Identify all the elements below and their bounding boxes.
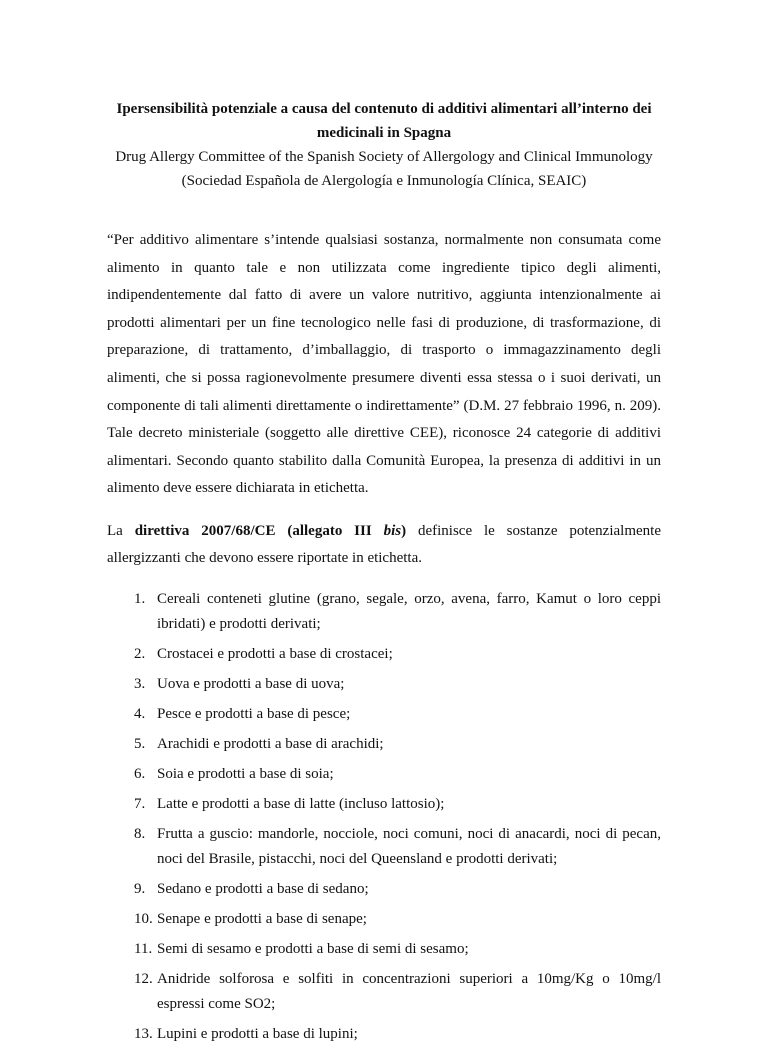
list-item-text: Arachidi e prodotti a base di arachidi; — [157, 735, 384, 752]
list-item — [134, 1022, 661, 1047]
list-item-text: Semi di sesamo e prodotti a base di semi di sesamo; — [157, 940, 469, 957]
directive-name: direttiva 2007/68/CE (allegato III bis) — [134, 522, 407, 539]
list-item-text: Uova e prodotti a base di uova; — [157, 676, 345, 693]
directive-paragraph — [107, 518, 661, 572]
list-item-number: 9. — [134, 881, 146, 897]
list-item-text: Sedano e prodotti a base di sedano; — [157, 881, 369, 897]
list-item-text: Senape e prodotti a base di senape; — [157, 910, 367, 927]
directive-name-italic: bis — [383, 522, 402, 539]
list-item — [134, 732, 661, 757]
allergen-list — [107, 587, 661, 1047]
list-item-text: Latte e prodotti a base di latte (incluso lattosio); — [157, 795, 445, 812]
list-item — [134, 702, 661, 727]
directive-prefix: La — [107, 522, 135, 539]
list-item-number: 3. — [134, 676, 146, 693]
list-item — [134, 967, 661, 1018]
title-line-1: Ipersensibilità potenziale a causa del contenuto di additivi alimentari all’interno dei — [116, 101, 652, 117]
list-item-number: 12. — [134, 970, 153, 987]
definition-paragraph: “Per additivo alimentare s’intende qualsiasi sostanza, normalmente non consumata come alimento in quanto tale e non utilizzata come ingrediente tipico degli alimenti, indipendentemente dal fatto di avere un valore nutritivo, aggiunta intenzionalmente ai prodotti alimentari per un fine tecnologico nelle fasi di produzione, di trasformazione, di preparazione, di trattamento, d’imballaggio, di trasporto o immagazzinamento degli alimenti, che si possa ragionevolmente presumere diventi essa stessa o i suoi derivati, un componente di tali alimenti direttamente o indirettamente” (D.M. 27 febbraio 1996, n. 209). Tale decreto ministeriale (soggetto alle direttive CEE), riconosce 24 categorie di additivi alimentari. Secondo quanto stabilito dalla Comunità Europea, la presenza di additivi in un alimento deve essere dichiarata in etichetta. — [107, 232, 661, 497]
list-item-text: Cereali conteneti glutine (grano, segale, orzo, avena, farro, Kamut o loro ceppi ibridati) e prodotti derivati; — [157, 590, 661, 633]
list-item-number: 13. — [134, 1026, 153, 1043]
list-item — [134, 642, 661, 667]
list-item-text: Pesce e prodotti a base di pesce; — [157, 706, 351, 723]
list-item-number: 10. — [134, 910, 153, 927]
list-item-text: Anidride solforosa e solfiti in concentrazioni superiori a 10mg/Kg o 10mg/l espressi come SO2; — [157, 970, 661, 1013]
list-item — [134, 792, 661, 817]
list-item — [134, 822, 661, 873]
subtitle-line-2: (Sociedad Española de Alergología e Inmunología Clínica, SEAIC) — [181, 173, 587, 189]
list-item — [134, 937, 661, 962]
list-item — [134, 672, 661, 697]
list-item-number: 5. — [134, 735, 146, 752]
list-item-text: Soia e prodotti a base di soia; — [157, 765, 334, 782]
list-item-number: 1. — [134, 590, 146, 607]
title-line-2: medicinali in Spagna — [316, 125, 452, 141]
list-item-number: 6. — [134, 765, 146, 782]
document-subtitle — [107, 145, 661, 193]
list-item-number: 8. — [134, 825, 146, 842]
list-item — [134, 587, 661, 638]
list-item-text: Frutta a guscio: mandorle, nocciole, noci comuni, noci di anacardi, noci di pecan, noci del Brasile, pistacchi, noci del Queensland e prodotti derivati; — [157, 825, 661, 868]
list-item-number: 2. — [134, 646, 146, 663]
list-item — [134, 762, 661, 787]
list-item — [134, 907, 661, 932]
list-item-number: 11. — [134, 940, 153, 957]
subtitle-line-1: Drug Allergy Committee of the Spanish Society of Allergology and Clinical Immunology — [115, 149, 653, 165]
document-header — [107, 97, 661, 193]
document-title — [107, 97, 661, 145]
list-item — [134, 877, 661, 902]
list-item-text: Crostacei e prodotti a base di crostacei; — [157, 646, 393, 663]
list-item-text: Lupini e prodotti a base di lupini; — [157, 1026, 358, 1043]
list-item-number: 7. — [134, 795, 146, 812]
list-item-number: 4. — [134, 706, 146, 723]
directive-rest: definisce le sostanze potenzialmente allergizzanti che devono essere riportate in etichetta. — [107, 522, 661, 566]
